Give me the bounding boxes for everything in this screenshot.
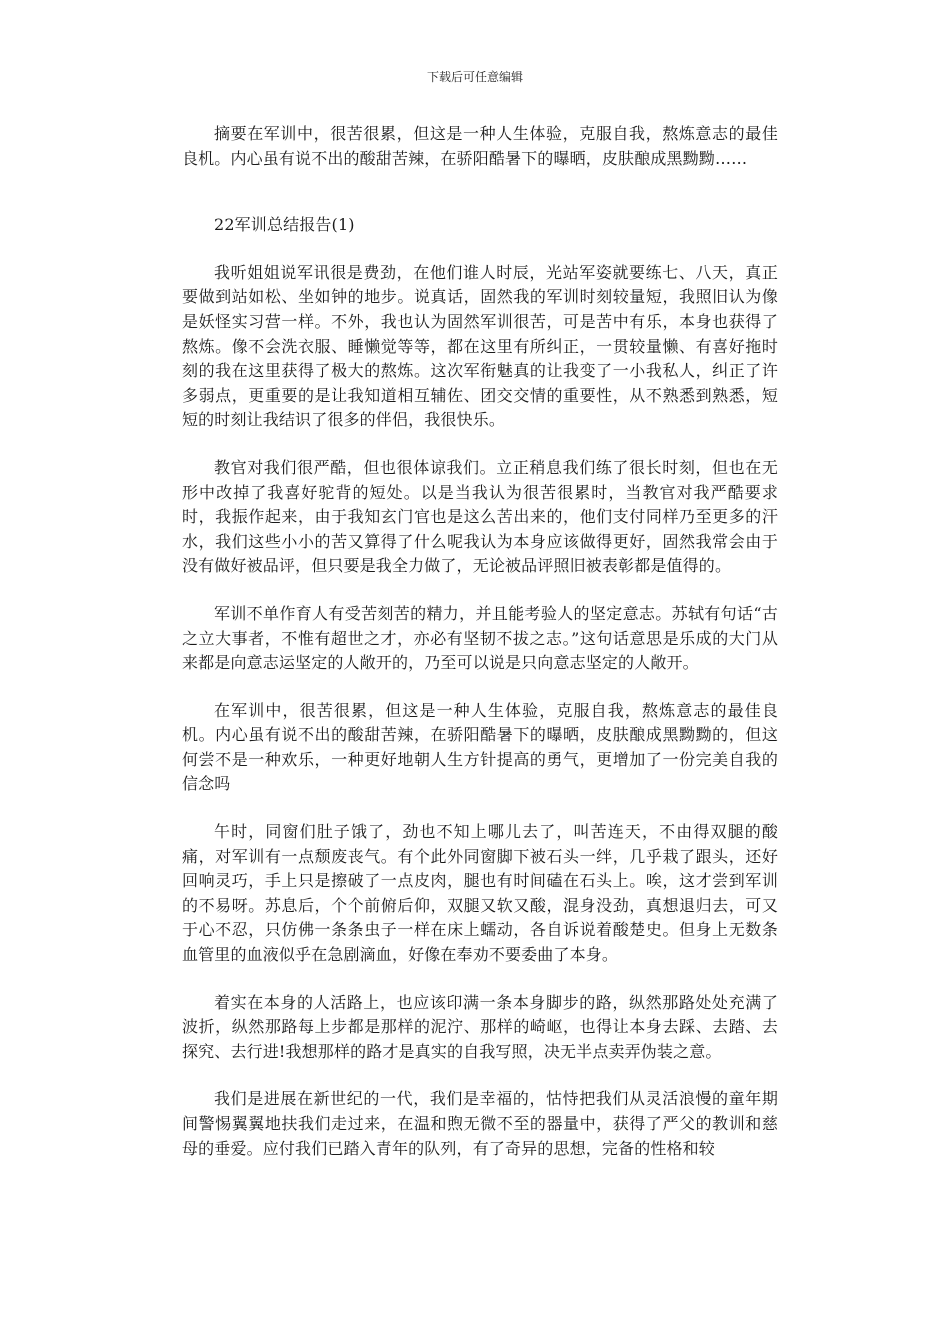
document-body (182, 122, 778, 1161)
body-paragraph: 我听姐姐说军讯很是费劲，在他们谁人时辰，光站军姿就要练七、八天，真正要做到站如松、坐如钟的地步。说真话，固然我的军训时刻较量短，我照旧认为像是妖怪实习营一样。不外，我也认为固然军训很苦，可是苦中有乐，本身也获得了熬炼。像不会洗衣服、睡懒觉等等，都在这里有所纠正，一贯较量懒、有喜好拖时刻的我在这里获得了极大的熬炼。这次军衔魅真的让我变了一小我私人，纠正了许多弱点，更重要的是让我知道相互辅佐、团交交情的重要性，从不熟悉到熟悉，短短的时刻让我结识了很多的伴侣，我很快乐。 (182, 262, 778, 430)
document-title: 22军训总结报告(1) (214, 215, 355, 235)
body-paragraph: 午时，同窗们肚子饿了，劲也不知上哪儿去了，叫苦连天，不由得双腿的酸痛，对军训有一点颓废丧气。有个此外同窗脚下被石头一绊，几乎栽了跟头，还好回响灵巧，手上只是擦破了一点皮肉，腿也有时间磕在石头上。唉，这才尝到军训的不易呀。苏息后，个个前俯后仰，双腿又软又酸，混身没劲，真想退归去，可又于心不忍，只仿佛一条条虫子一样在床上蠕动，各自诉说着酸楚史。但身上无数条血管里的血液似乎在急剧滴血，好像在奉劝不要委曲了本身。 (182, 822, 778, 965)
body-paragraph: 着实在本身的人活路上，也应该印满一条本身脚步的路，纵然那路处处充满了波折，纵然那路每上步都是那样的泥泞、那样的崎岖，也得让本身去踩、去踏、去探究、去行进!我想那样的路才是真实的自我写照，决无半点卖弄伪装之意。 (182, 992, 778, 1061)
body-paragraph: 教官对我们很严酷，但也很体谅我们。立正稍息我们练了很长时刻，但也在无形中改掉了我喜好驼背的短处。以是当我认为很苦很累时，当教官对我严酷要求时，我振作起来，由于我知玄门官也是这么苦出来的，他们支付同样乃至更多的汗水，我们这些小小的苦又算得了什么呢我认为本身应该做得更好，固然我常会由于没有做好被品评，但只要是我全力做了，无论被品评照旧被表彰都是值得的。 (182, 457, 778, 576)
body-paragraph: 军训不单作育人有受苦刻苦的精力，并且能考验人的坚定意志。苏轼有句话“古之立大事者，不惟有超世之才，亦必有坚韧不拔之志。”这句话意思是乐成的大门从来都是向意志运坚定的人敞开的，乃至可以说是只向意志坚定的人敞开。 (182, 603, 778, 673)
abstract-paragraph: 摘要在军训中，很苦很累，但这是一种人生体验，克服自我，熬炼意志的最佳良机。内心虽有说不出的酸甜苦辣，在骄阳酷暑下的曝晒，皮肤酿成黑黝黝…… (182, 124, 778, 168)
body-paragraph: 我们是进展在新世纪的一代，我们是幸福的，怙恃把我们从灵活浪慢的童年期间警惕翼翼地扶我们走过来，在温和煦无微不至的器量中，获得了严父的教训和慈母的垂爱。应付我们已踏入青年的队列，有了奇异的思想，完备的性格和较 (182, 1089, 778, 1158)
header-note: 下载后可任意编辑 (426, 70, 523, 84)
body-paragraph: 在军训中，很苦很累，但这是一种人生体验，克服自我，熬炼意志的最佳良机。内心虽有说不出的酸甜苦辣，在骄阳酷暑下的曝晒，皮肤酿成黑黝黝的，但这何尝不是一种欢乐，一种更好地朝人生方针提高的勇气，更增加了一份完美自我的信念吗 (182, 700, 778, 794)
